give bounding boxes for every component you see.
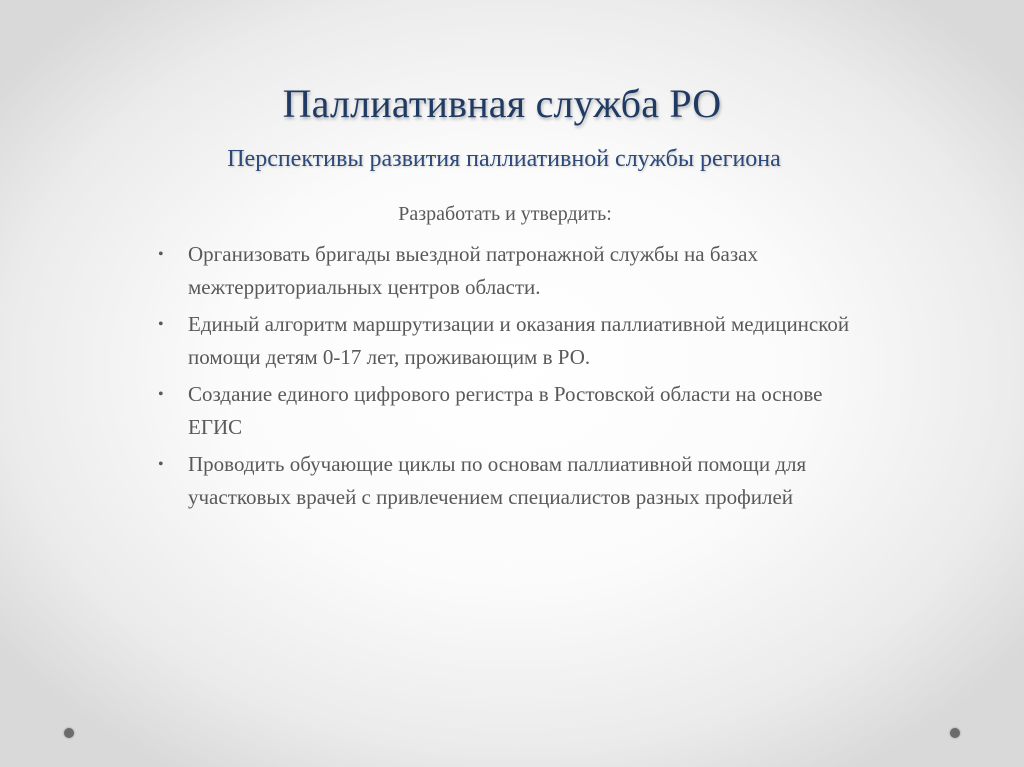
bullet-text: Проводить обучающие циклы по основам паллиативной помощи для участковых врачей с привлечением специалистов разных профилей [188, 452, 807, 509]
list-item [156, 378, 876, 444]
bullet-icon: • [158, 246, 164, 263]
bullet-list [156, 238, 876, 518]
intro-text: Разработать и утвердить: [398, 203, 612, 225]
bullet-icon: • [158, 316, 164, 333]
bullet-text: Единый алгоритм маршрутизации и оказания паллиативной медицинской помощи детям 0-17 лет, проживающим в РО. [188, 312, 850, 369]
corner-dot-icon-right [950, 728, 960, 738]
slide-title: Паллиативная служба РО [282, 81, 722, 126]
slide-subtitle: Перспективы развития паллиативной службы региона [227, 146, 781, 172]
bullet-text: Создание единого цифрового регистра в Ростовской области на основе ЕГИС [188, 382, 823, 439]
list-item [156, 238, 876, 304]
list-item [156, 308, 876, 374]
bullet-icon: • [158, 456, 164, 473]
bullet-text: Организовать бригады выездной патронажной службы на базах межтерриториальных центров области. [188, 242, 758, 299]
list-item [156, 448, 876, 514]
bullet-icon: • [158, 386, 164, 403]
corner-dot-icon-left [64, 728, 74, 738]
